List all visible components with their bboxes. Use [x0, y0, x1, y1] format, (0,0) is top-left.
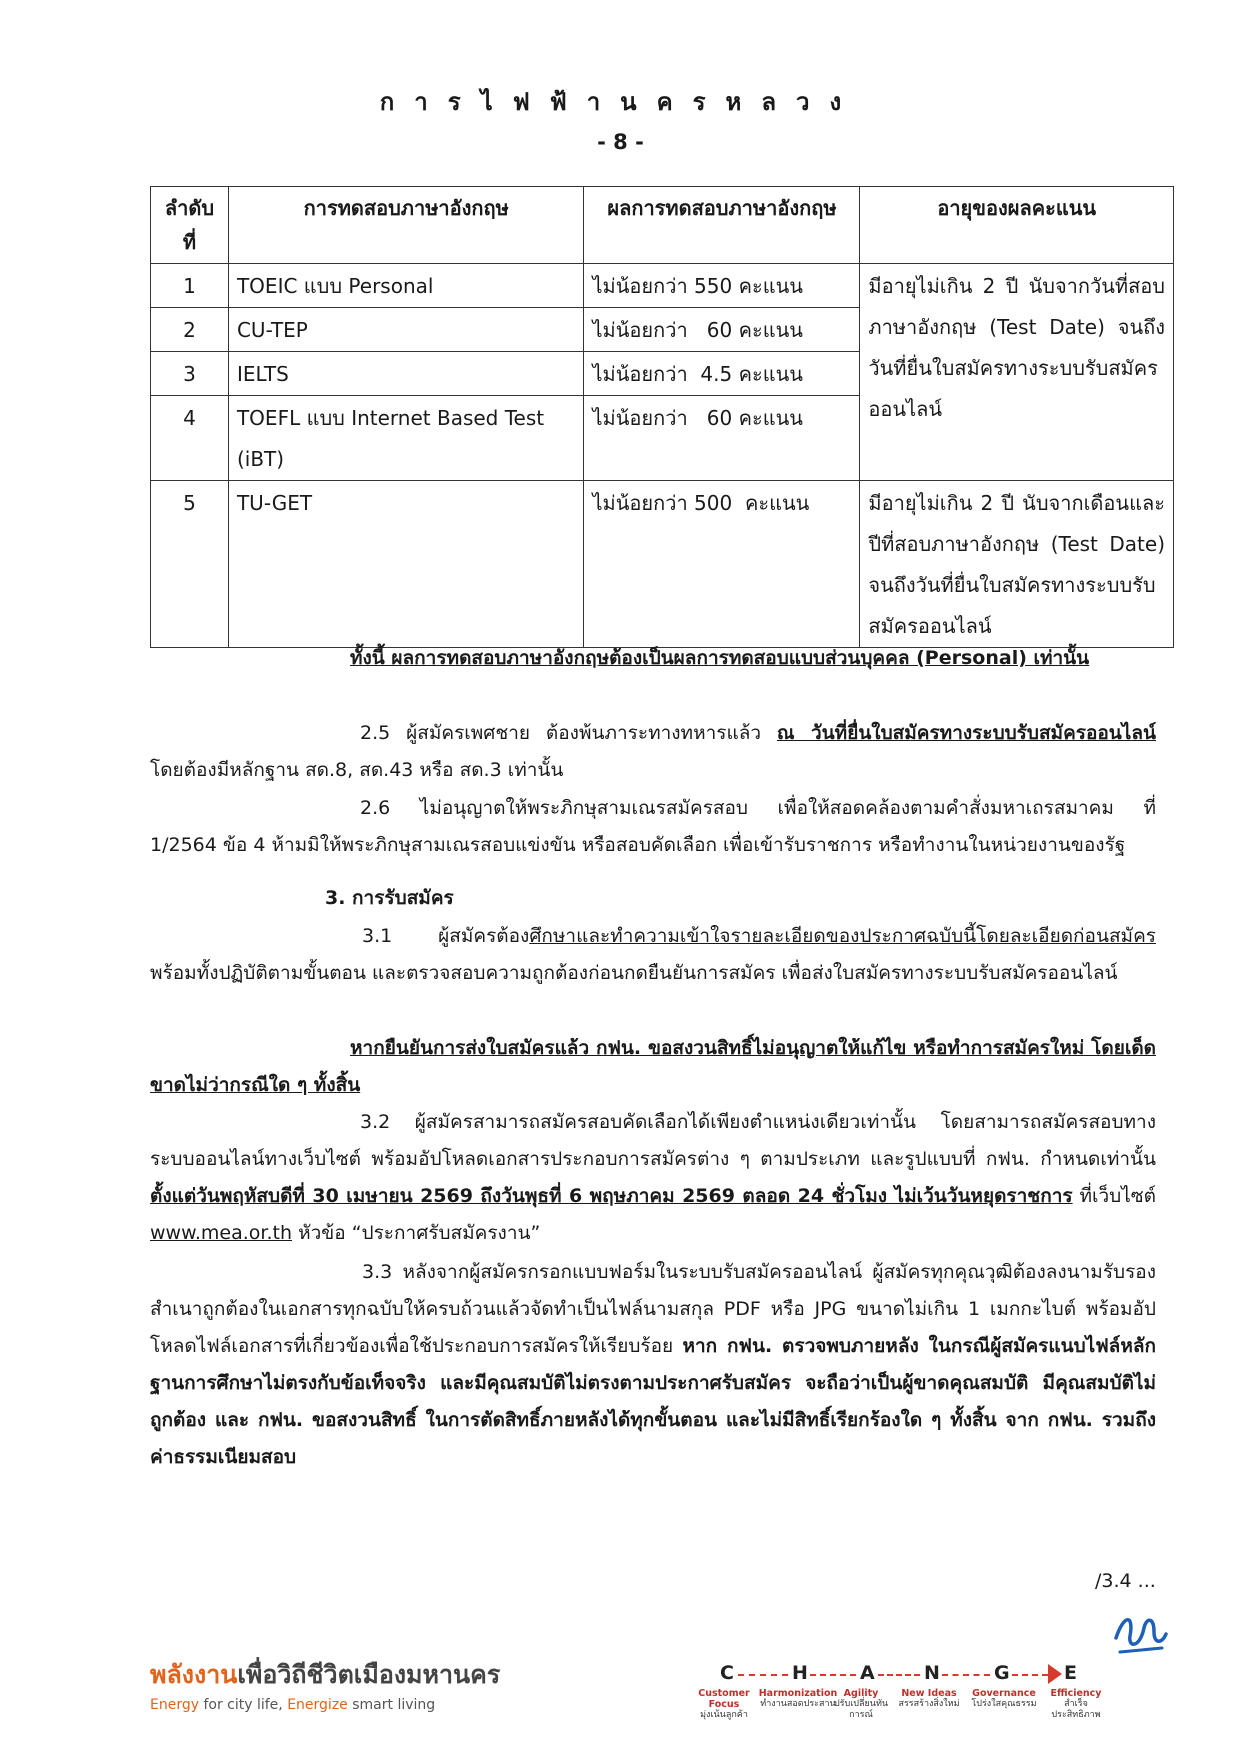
row-score: ไม่น้อยกว่า 550 คะแนน [584, 264, 860, 308]
row-no: 5 [151, 481, 229, 648]
change-th: สรรสร้างสิ่งใหม่ [898, 1699, 960, 1709]
row-no: 3 [151, 352, 229, 396]
col-header-validity: อายุของผลคะแนน [860, 187, 1174, 264]
section-3-warning: หากยืนยันการส่งใบสมัครแล้ว กฟน. ขอสงวนสิทธิ์ไม่อนุญาตให้แก้ไข หรือทำการสมัครใหม่ โดยเด็ดขาดไม่ว่ากรณีใด ๆ ทั้งสิ้น [150, 1037, 1156, 1096]
change-en: Efficiency [1050, 1688, 1102, 1699]
change-dash [810, 1674, 856, 1676]
row-test: TU-GET [228, 481, 584, 648]
row-score: ไม่น้อยกว่า 60 คะแนน [584, 308, 860, 352]
change-en: Agility [843, 1688, 879, 1699]
org-header: การไฟฟ้านครหลวง [379, 88, 862, 116]
s2-5-text-a: 2.5 ผู้สมัครเพศชาย ต้องพ้นภาระทางทหารแล้ว [360, 722, 777, 744]
s3-2-text-a: 3.2 ผู้สมัครสามารถสมัครสอบคัดเลือกได้เพียงตำแหน่งเดียวเท่านั้น โดยสามารถสมัครสอบทางระบบออนไลน์ทางเว็บไซต์ พร้อมอัปโหลดเอกสารประกอบการสมัครต่าง ๆ ตามประเภท และรูปแบบที่ กฟน. กำหนดเท่านั้น [150, 1111, 1156, 1170]
change-caption-e [1040, 1688, 1112, 1721]
section-3-title: 3. การรับสมัคร [325, 887, 454, 909]
row-no: 2 [151, 308, 229, 352]
website-link[interactable]: www.mea.or.th [150, 1222, 293, 1244]
row-score: ไม่น้อยกว่า 500 คะแนน [584, 481, 860, 648]
change-caption-a [826, 1688, 896, 1721]
change-dash [1012, 1674, 1048, 1676]
signature-icon [1110, 1608, 1170, 1658]
s2-5-text-c: โดยต้องมีหลักฐาน สด.8, สด.43 หรือ สด.3 เท่านั้น [150, 759, 564, 781]
section-3-3 [150, 1254, 1156, 1476]
s3-2-text-b: ตั้งแต่วันพฤหัสบดีที่ 30 เมษายน 2569 ถึงวันพุธที่ 6 พฤษภาคม 2569 ตลอด 24 ชั่วโมง ไม่เว้นวันหยุดราชการ [150, 1185, 1073, 1207]
change-caption-g [964, 1688, 1044, 1710]
slogan-english [150, 1697, 500, 1713]
row-score: ไม่น้อยกว่า 60 คะแนน [584, 396, 860, 481]
slogan-th-a: พลังงาน [150, 1660, 238, 1689]
change-th: ทำงานสอดประสาน [760, 1699, 836, 1709]
table-header-row [151, 187, 1174, 264]
change-dash [738, 1674, 788, 1676]
slogan-thai [150, 1655, 500, 1695]
row-validity: มีอายุไม่เกิน 2 ปี นับจากวันที่สอบภาษาอังกฤษ (Test Date) จนถึงวันที่ยื่นใบสมัครทางระบบรับสมัครออนไลน์ [860, 264, 1174, 481]
s3-2-text-c: ที่เว็บไซต์ [1072, 1185, 1156, 1207]
change-letter-n: N [924, 1662, 940, 1684]
change-en: Harmonization [758, 1688, 838, 1699]
col-header-score: ผลการทดสอบภาษาอังกฤษ [584, 187, 860, 264]
slogan-en-d: smart living [347, 1697, 436, 1713]
change-values-logo [684, 1662, 1124, 1752]
section-3-1 [150, 918, 1156, 992]
english-test-table [150, 186, 1174, 648]
slogan-en-a: Energy [150, 1697, 200, 1713]
row-test: CU-TEP [228, 308, 584, 352]
note-personal: ทั้งนี้ ผลการทดสอบภาษาอังกฤษต้องเป็นผลการทดสอบแบบส่วนบุคคล (Personal) เท่านั้น [350, 647, 1090, 669]
s3-1-text-a: 3.1 ผู้สมัครต้อง [362, 925, 530, 947]
row-no: 1 [151, 264, 229, 308]
change-caption-c [684, 1688, 764, 1721]
table-row [151, 481, 1174, 648]
change-letter-h: H [792, 1662, 808, 1684]
s3-3-text-a: 3.3 หลังจากผู้สมัครกรอกแบบฟอร์มในระบบรับสมัครออนไลน์ ผู้สมัครทุกคุณวุฒิต้องลงนามรับรองสำเนาถูกต้องในเอกสารทุกฉบับให้ครบถ้วนแล้วจัดทำเป็นไฟล์นามสกุล PDF หรือ JPG ขนาดไม่เกิน 1 เมกกะไบต์ พร้อมอัปโหลดไฟล์เอกสารที่เกี่ยวข้องเพื่อใช้ประกอบการสมัครให้เรียบร้อย [150, 1261, 1156, 1357]
change-letter-e: E [1064, 1662, 1077, 1684]
section-2-6: 2.6 ไม่อนุญาตให้พระภิกษุสามเณรสมัครสอบ เพื่อให้สอดคล้องตามคำสั่งมหาเถรสมาคม ที่ 1/2564 ข้อ 4 ห้ามมิให้พระภิกษุสามเณรสอบแข่งขัน หรือสอบคัดเลือก เพื่อเข้ารับราชการ หรือทำงานในหน่วยงานของรัฐ [150, 797, 1156, 856]
change-en: Customer Focus [698, 1688, 750, 1710]
s2-5-text-b: ณ วันที่ยื่นใบสมัครทางระบบรับสมัครออนไลน์ [776, 722, 1156, 744]
mea-slogan [150, 1655, 500, 1713]
slogan-en-c: Energize [287, 1697, 348, 1713]
arrow-right-icon [1048, 1664, 1062, 1684]
section-2-5 [150, 715, 1156, 789]
change-th: มุ่งเน้นลูกค้า [700, 1710, 748, 1720]
change-th: โปร่งใสคุณธรรม [971, 1699, 1037, 1709]
s3-1-text-b: ศึกษาและทำความเข้าใจรายละเอียดของประกาศฉบับนี้โดยละเอียดก่อนสมัคร [529, 925, 1156, 947]
change-letter-g: G [994, 1662, 1010, 1684]
change-letter-c: C [720, 1662, 734, 1684]
row-no: 4 [151, 396, 229, 481]
row-score: ไม่น้อยกว่า 4.5 คะแนน [584, 352, 860, 396]
change-en: Governance [972, 1688, 1036, 1699]
change-caption-n [894, 1688, 964, 1710]
change-letters [684, 1662, 1124, 1688]
continued-marker: /3.4 ... [1095, 1570, 1156, 1592]
change-th: ปรับเปลี่ยนทันการณ์ [833, 1699, 889, 1720]
section-3-2 [150, 1104, 1156, 1252]
row-test: IELTS [228, 352, 584, 396]
row-test: TOEIC แบบ Personal [228, 264, 584, 308]
s3-1-text-c: พร้อมทั้งปฏิบัติตามขั้นตอน และตรวจสอบความถูกต้องก่อนกดยืนยันการสมัคร เพื่อส่งใบสมัครทางระบบรับสมัครออนไลน์ [150, 962, 1118, 984]
row-test: TOEFL แบบ Internet Based Test (iBT) [228, 396, 584, 481]
change-dash [942, 1674, 990, 1676]
slogan-en-b: for city life, [199, 1697, 288, 1713]
slogan-th-b: เพื่อวิถีชีวิตเมืองมหานคร [237, 1660, 501, 1689]
change-th: สำเร็จประสิทธิภาพ [1051, 1699, 1101, 1720]
row-validity: มีอายุไม่เกิน 2 ปี นับจากเดือนและปีที่สอบภาษาอังกฤษ (Test Date) จนถึงวันที่ยื่นใบสมัครทางระบบรับสมัครออนไลน์ [860, 481, 1174, 648]
col-header-test: การทดสอบภาษาอังกฤษ [228, 187, 584, 264]
change-dash [878, 1674, 920, 1676]
col-header-no: ลำดับที่ [151, 187, 229, 264]
change-letter-a: A [860, 1662, 875, 1684]
change-en: New Ideas [901, 1688, 957, 1699]
table-row [151, 264, 1174, 308]
page-number: - 8 - [597, 130, 644, 154]
s3-2-text-d: หัวข้อ “ประกาศรับสมัครงาน” [292, 1222, 541, 1244]
s3-3-text-b: หาก กฟน. ตรวจพบภายหลัง ในกรณีผู้สมัครแนบไฟล์หลักฐานการศึกษาไม่ตรงกับข้อเท็จจริง และมีคุณสมบัติไม่ตรงตามประกาศรับสมัคร จะถือว่าเป็นผู้ขาดคุณสมบัติ มีคุณสมบัติไม่ถูกต้อง และ กฟน. ขอสงวนสิทธิ์ ในการตัดสิทธิ์ภายหลังได้ทุกขั้นตอน และไม่มีสิทธิ์เรียกร้องใด ๆ ทั้งสิ้น จาก กฟน. รวมถึงค่าธรรมเนียมสอบ [150, 1335, 1156, 1468]
